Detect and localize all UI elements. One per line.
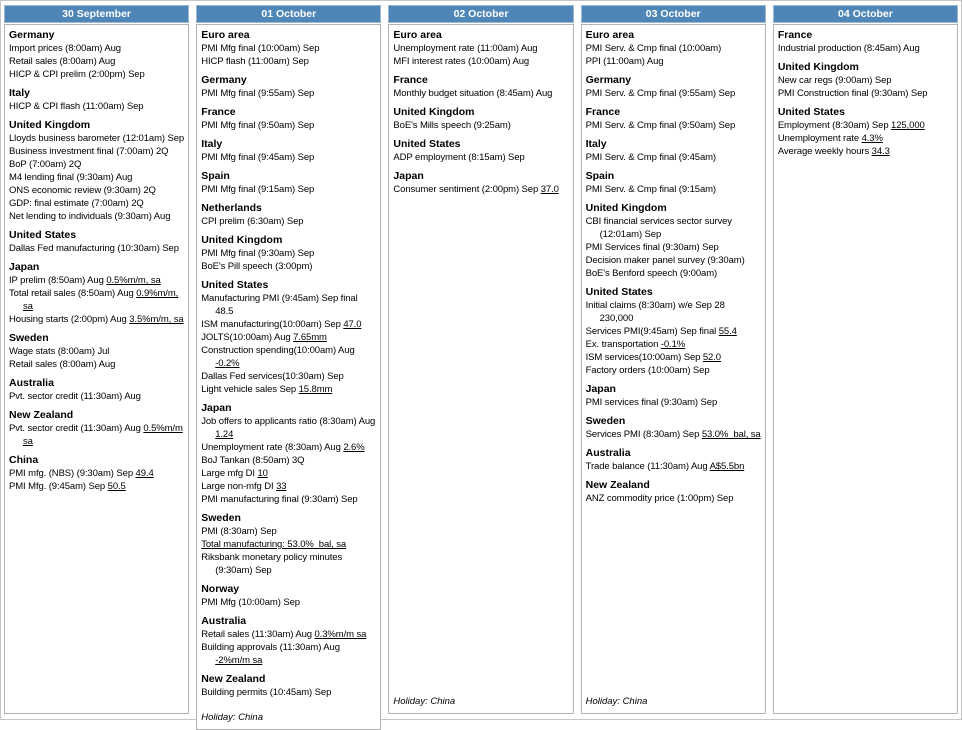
- event-value-underlined: 4.3%: [861, 133, 883, 144]
- country-heading: Germany: [201, 74, 247, 86]
- event-line: ISM services(10:00am) Sep 52.0: [585, 352, 721, 363]
- country-section: [586, 106, 761, 132]
- country-heading: United States: [777, 106, 845, 118]
- event-value-underlined: 49.4: [135, 468, 154, 479]
- event-line: Employment (8:30am) Sep 125,000: [777, 120, 925, 131]
- holiday-note: Holiday: China: [201, 712, 263, 723]
- event-line: PMI manufacturing final (9:30am) Sep: [201, 494, 358, 505]
- event-line: Monthly budget situation (8:45am) Aug: [393, 88, 553, 99]
- event-line: Net lending to individuals (9:30am) Aug: [9, 211, 171, 222]
- country-heading: United States: [393, 138, 461, 150]
- day-header: 30 September: [4, 5, 189, 23]
- event-line: Average weekly hours 34.3: [777, 146, 890, 157]
- event-line: Riksbank monetary policy minutes (9:30am) Sep: [201, 552, 343, 576]
- country-heading: Japan: [201, 402, 232, 414]
- country-section: [393, 74, 568, 100]
- event-line: ANZ commodity price (1:00pm) Sep: [585, 493, 734, 504]
- country-section: [586, 74, 761, 100]
- day-column-1: [196, 5, 381, 723]
- event-line: GDP: final estimate (7:00am) 2Q: [9, 198, 144, 209]
- event-line: M4 lending final (9:30am) Aug: [9, 172, 133, 183]
- country-heading: China: [9, 454, 39, 466]
- country-section: [393, 106, 568, 132]
- country-section: [9, 409, 184, 448]
- event-value-underlined: -2%m/m sa: [215, 655, 263, 666]
- event-line: JOLTS(10:00am) Aug 7.65mm: [201, 332, 327, 343]
- event-value-underlined: 50.5: [107, 481, 126, 492]
- country-heading: New Zealand: [585, 479, 650, 491]
- country-section: [393, 170, 568, 196]
- country-section: [393, 29, 568, 68]
- event-line: Pvt. sector credit (11:30am) Aug: [9, 391, 141, 402]
- event-line: Unemployment rate (11:00am) Aug: [393, 43, 538, 54]
- event-line: PMI mfg. (NBS) (9:30am) Sep 49.4: [9, 468, 154, 479]
- country-section: [586, 286, 761, 377]
- event-value-underlined: 47.0: [343, 319, 362, 330]
- event-line: PMI (8:30am) Sep: [201, 526, 277, 537]
- country-section: [201, 234, 376, 273]
- event-line: Retail sales (11:30am) Aug 0.3%m/m sa: [201, 629, 367, 640]
- country-section: [586, 29, 761, 68]
- event-line: Business investment final (7:00am) 2Q: [9, 146, 169, 157]
- event-line: BoE's Mills speech (9:25am): [393, 120, 511, 131]
- event-line: Industrial production (8:45am) Aug: [777, 43, 920, 54]
- country-heading: United Kingdom: [585, 202, 667, 214]
- country-heading: Japan: [393, 170, 424, 182]
- country-heading: Sweden: [201, 512, 241, 524]
- event-line: Job offers to applicants ratio (8:30am) Aug 1.24: [201, 416, 376, 440]
- event-value-underlined: 52.0: [702, 352, 721, 363]
- country-heading: Sweden: [9, 332, 49, 344]
- day-header: 03 October: [581, 5, 766, 23]
- event-line: Large mfg DI 10: [201, 468, 268, 479]
- day-header: 04 October: [773, 5, 958, 23]
- event-line: Retail sales (8:00am) Aug: [9, 56, 116, 67]
- country-section: [201, 29, 376, 68]
- event-line: Initial claims (8:30am) w/e Sep 28 230,000: [585, 300, 725, 324]
- country-section: [9, 377, 184, 403]
- event-line: Retail sales (8:00am) Aug: [9, 359, 116, 370]
- event-line: Lloyds business barometer (12:01am) Sep: [9, 133, 185, 144]
- event-value-underlined: 7.65mm: [293, 332, 327, 343]
- country-section: [586, 202, 761, 280]
- country-heading: Euro area: [585, 29, 635, 41]
- holiday-note: Holiday: China: [585, 696, 648, 707]
- event-line: BoE's Benford speech (9:00am): [585, 268, 718, 279]
- event-value-underlined: 34.3: [871, 146, 890, 157]
- event-line: Dallas Fed manufacturing (10:30am) Sep: [9, 243, 179, 254]
- event-line: ONS economic review (9:30am) 2Q: [9, 185, 156, 196]
- country-section: [586, 415, 761, 441]
- calendar-columns: [4, 5, 958, 723]
- event-line: Total retail sales (8:50am) Aug 0.9%m/m, sa: [9, 288, 179, 312]
- country-heading: United Kingdom: [201, 234, 283, 246]
- event-line: New car regs (9:00am) Sep: [777, 75, 892, 86]
- event-line: MFI interest rates (10:00am) Aug: [393, 56, 530, 67]
- country-heading: Spain: [585, 170, 615, 182]
- country-heading: New Zealand: [9, 409, 74, 421]
- event-value-underlined: 0.3%m/m sa: [314, 629, 367, 640]
- country-heading: Netherlands: [201, 202, 262, 214]
- country-section: [201, 512, 376, 577]
- event-line: PMI Mfg final (9:15am) Sep: [201, 184, 315, 195]
- event-line: PMI Mfg final (9:45am) Sep: [201, 152, 315, 163]
- event-value-underlined: 15.8mm: [298, 384, 333, 395]
- event-line: Light vehicle sales Sep 15.8mm: [201, 384, 333, 395]
- event-line: Ex. transportation -0.1%: [585, 339, 686, 350]
- country-heading: Australia: [9, 377, 54, 389]
- country-heading: United States: [201, 279, 269, 291]
- event-line: [201, 538, 376, 551]
- event-value-underlined: 0.5%m/m sa: [23, 423, 183, 447]
- country-section: [586, 479, 761, 505]
- event-value-underlined: 0.9%m/m, sa: [23, 288, 179, 312]
- day-body: [773, 24, 958, 714]
- event-line: Services PMI(9:45am) Sep final 55.4: [585, 326, 737, 337]
- event-value-underlined: 37.0: [540, 184, 559, 195]
- event-value-underlined: -0.1%: [660, 339, 686, 350]
- event-line: CPI prelim (6:30am) Sep: [201, 216, 304, 227]
- country-heading: Japan: [9, 261, 40, 273]
- event-line: Decision maker panel survey (9:30am): [585, 255, 745, 266]
- event-line: Building permits (10:45am) Sep: [201, 687, 332, 698]
- event-line: PMI Serv. & Cmp final (9:15am): [585, 184, 716, 195]
- event-line: Trade balance (11:30am) Aug A$5.5bn: [585, 461, 745, 472]
- country-heading: New Zealand: [201, 673, 266, 685]
- event-line: HICP & CPI flash (11:00am) Sep: [9, 101, 144, 112]
- event-line: Consumer sentiment (2:00pm) Sep 37.0: [393, 184, 559, 195]
- country-heading: United Kingdom: [777, 61, 859, 73]
- event-line: PMI Serv. & Cmp final (9:55am) Sep: [585, 88, 736, 99]
- event-line: ADP employment (8:15am) Sep: [393, 152, 525, 163]
- event-line: BoE's Pill speech (3:00pm): [201, 261, 313, 272]
- event-line: CBI financial services sector survey (12:01am) Sep: [585, 216, 732, 240]
- country-section: [586, 447, 761, 473]
- event-line: PMI Mfg. (9:45am) Sep 50.5: [9, 481, 126, 492]
- country-section: [201, 106, 376, 132]
- event-line: Manufacturing PMI (9:45am) Sep final 48.5: [201, 293, 358, 317]
- country-section: [778, 106, 953, 158]
- country-heading: France: [201, 106, 236, 118]
- day-body: [196, 24, 381, 730]
- country-section: [201, 279, 376, 396]
- country-heading: United Kingdom: [9, 119, 91, 131]
- event-line: PMI Construction final (9:30am) Sep: [777, 88, 928, 99]
- day-column-0: [4, 5, 189, 714]
- day-column-4: [773, 5, 958, 714]
- day-column-3: [581, 5, 766, 714]
- event-line: PMI Mfg final (10:00am) Sep: [201, 43, 320, 54]
- country-section: [9, 332, 184, 371]
- country-section: [201, 138, 376, 164]
- day-body: [388, 24, 573, 714]
- day-header: 02 October: [388, 5, 573, 23]
- event-line: PMI Serv. & Cmp final (9:50am) Sep: [585, 120, 736, 131]
- event-line: PMI Mfg final (9:30am) Sep: [201, 248, 315, 259]
- event-value-underlined: 0.5%m/m, sa: [106, 275, 161, 286]
- event-line: Import prices (8:00am) Aug: [9, 43, 121, 54]
- event-line: Services PMI (8:30am) Sep 53.0% bal, sa: [585, 429, 761, 440]
- country-section: [9, 229, 184, 255]
- day-column-2: [388, 5, 573, 714]
- country-heading: Australia: [585, 447, 631, 459]
- country-section: [9, 261, 184, 326]
- country-section: [201, 583, 376, 609]
- country-section: [9, 87, 184, 113]
- event-value-underlined: 10: [257, 468, 268, 479]
- event-value-underlined: 53.0% bal, sa: [701, 429, 761, 440]
- country-section: [393, 138, 568, 164]
- country-heading: United States: [585, 286, 653, 298]
- event-value-underlined: 125,000: [891, 120, 925, 131]
- country-heading: France: [777, 29, 813, 41]
- country-section: [9, 29, 184, 81]
- country-heading: Norway: [201, 583, 240, 595]
- country-heading: Italy: [585, 138, 607, 150]
- event-line: HICP & CPI prelim (2:00pm) Sep: [9, 69, 145, 80]
- event-line: Large non-mfg DI 33: [201, 481, 287, 492]
- country-section: [9, 454, 184, 493]
- country-heading: Italy: [9, 87, 31, 99]
- country-section: [9, 119, 184, 223]
- day-body: [581, 24, 766, 714]
- country-heading: United States: [9, 229, 77, 241]
- country-section: [201, 402, 376, 506]
- event-line: PMI Services final (9:30am) Sep: [585, 242, 719, 253]
- event-line: Factory orders (10:00am) Sep: [585, 365, 710, 376]
- day-body: [4, 24, 189, 714]
- country-heading: Germany: [9, 29, 55, 41]
- country-heading: Sweden: [585, 415, 626, 427]
- holiday-note: Holiday: China: [393, 696, 456, 707]
- country-section: [586, 383, 761, 409]
- event-line: Unemployment rate 4.3%: [777, 133, 883, 144]
- event-line: Wage stats (8:00am) Jul: [9, 346, 110, 357]
- event-value-underlined: Total manufacturing: 53.0% bal, sa: [201, 539, 347, 550]
- country-heading: Australia: [201, 615, 247, 627]
- event-value-underlined: 55.4: [718, 326, 737, 337]
- day-header: 01 October: [196, 5, 381, 23]
- country-section: [778, 61, 953, 100]
- event-line: Building approvals (11:30am) Aug -2%m/m sa: [201, 642, 340, 666]
- event-line: PMI Mfg final (9:55am) Sep: [201, 88, 315, 99]
- country-heading: France: [585, 106, 621, 118]
- country-section: [586, 138, 761, 164]
- country-section: [201, 673, 376, 699]
- country-heading: Euro area: [393, 29, 442, 41]
- event-value-underlined: 3.5%m/m, sa: [129, 314, 184, 325]
- event-line: Unemployment rate (8:30am) Aug 2.6%: [201, 442, 365, 453]
- event-line: ISM manufacturing(10:00am) Sep 47.0: [201, 319, 362, 330]
- event-value-underlined: 1.24: [215, 429, 234, 440]
- country-heading: Italy: [201, 138, 223, 150]
- event-line: HICP flash (11:00am) Sep: [201, 56, 309, 67]
- country-heading: France: [393, 74, 428, 86]
- event-line: PMI Serv. & Cmp final (9:45am): [585, 152, 716, 163]
- event-line: BoP (7:00am) 2Q: [9, 159, 82, 170]
- country-heading: Euro area: [201, 29, 250, 41]
- event-line: Pvt. sector credit (11:30am) Aug 0.5%m/m sa: [9, 423, 183, 447]
- event-line: PMI Serv. & Cmp final (10:00am): [585, 43, 722, 54]
- country-section: [201, 74, 376, 100]
- country-section: [201, 202, 376, 228]
- event-value-underlined: A$5.5bn: [709, 461, 745, 472]
- country-section: [201, 615, 376, 667]
- event-value-underlined: -0.2%: [215, 358, 240, 369]
- country-heading: Spain: [201, 170, 230, 182]
- event-line: PMI services final (9:30am) Sep: [585, 397, 718, 408]
- event-line: BoJ Tankan (8:50am) 3Q: [201, 455, 305, 466]
- event-line: PPI (11:00am) Aug: [585, 56, 664, 67]
- event-line: PMI Mfg final (9:50am) Sep: [201, 120, 315, 131]
- event-line: IP prelim (8:50am) Aug 0.5%m/m, sa: [9, 275, 161, 286]
- country-heading: Japan: [585, 383, 616, 395]
- event-line: Housing starts (2:00pm) Aug 3.5%m/m, sa: [9, 314, 184, 325]
- event-value-underlined: 2.6%: [343, 442, 365, 453]
- event-line: PMI Mfg (10:00am) Sep: [201, 597, 300, 608]
- event-line: Construction spending(10:00am) Aug -0.2%: [201, 345, 355, 369]
- country-heading: United Kingdom: [393, 106, 475, 118]
- event-value-underlined: 33: [276, 481, 287, 492]
- country-section: [586, 170, 761, 196]
- country-section: [778, 29, 953, 55]
- country-heading: Germany: [585, 74, 632, 86]
- country-section: [201, 170, 376, 196]
- event-line: Dallas Fed services(10:30am) Sep: [201, 371, 344, 382]
